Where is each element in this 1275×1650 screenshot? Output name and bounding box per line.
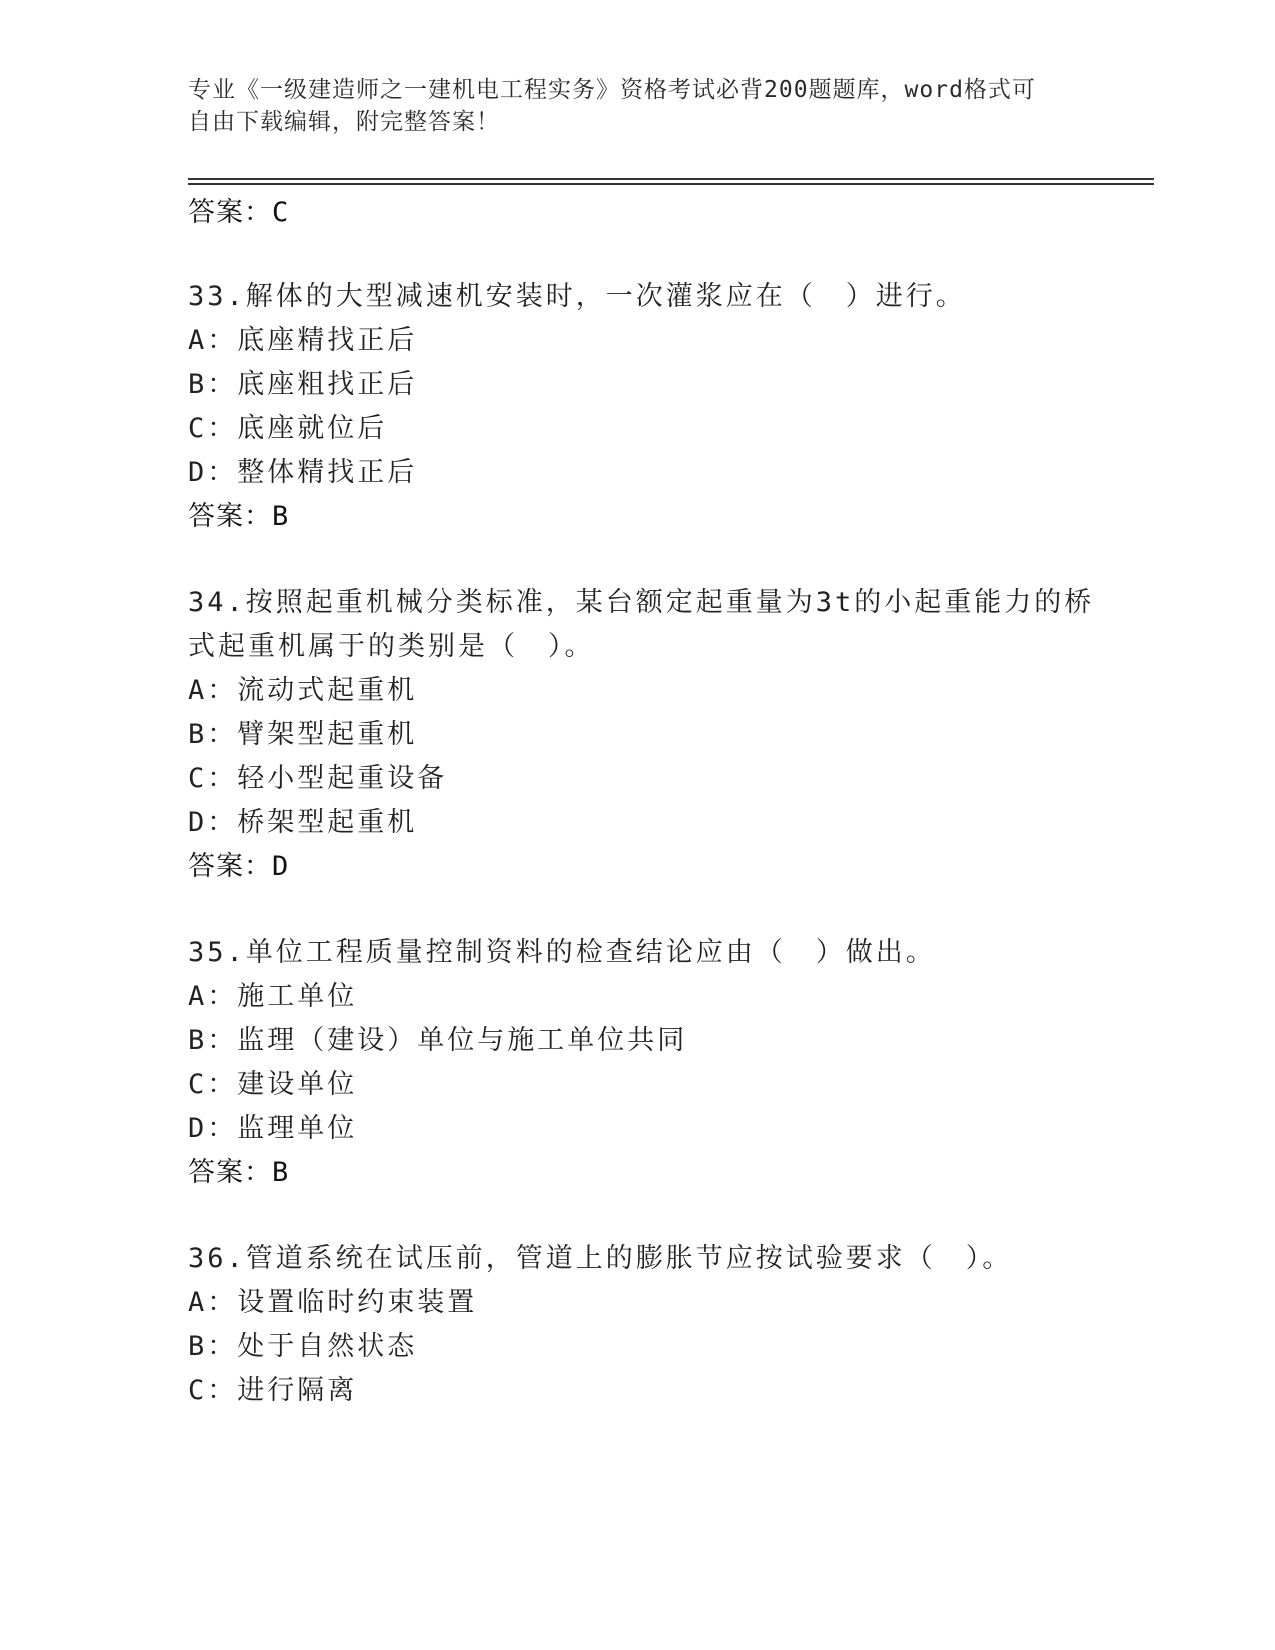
answer-prev bbox=[188, 190, 289, 229]
question-36-option-a: A：设置临时约束装置 bbox=[188, 1287, 478, 1318]
question-35-option-b: B：监理（建设）单位与施工单位共同 bbox=[188, 1025, 688, 1056]
answer-value: B bbox=[272, 1157, 290, 1188]
question-35-option-d: D：监理单位 bbox=[188, 1113, 358, 1144]
header-divider-top bbox=[188, 178, 1154, 180]
question-36-option-c: C：进行隔离 bbox=[188, 1375, 358, 1406]
header-divider-bottom bbox=[188, 183, 1154, 185]
question-33-option-c: C：底座就位后 bbox=[188, 413, 388, 444]
question-33-stem: 33.解体的大型减速机安装时，一次灌浆应在（ ）进行。 bbox=[188, 281, 966, 312]
answer-value: D bbox=[272, 851, 290, 882]
document-header bbox=[188, 74, 1068, 138]
question-34-stem-line-1: 34.按照起重机械分类标准，某台额定起重量为3t的小起重能力的桥 bbox=[188, 587, 1095, 618]
answer-value: B bbox=[272, 501, 290, 532]
answer-label: 答案： bbox=[188, 851, 272, 882]
question-34-option-c: C：轻小型起重设备 bbox=[188, 763, 448, 794]
question-33-option-a: A：底座精找正后 bbox=[188, 325, 418, 356]
question-35-answer bbox=[188, 1150, 289, 1189]
question-34-stem-line-2: 式起重机属于的类别是（ ）。 bbox=[188, 631, 595, 662]
question-35-option-a: A：施工单位 bbox=[188, 981, 358, 1012]
question-35-option-c: C：建设单位 bbox=[188, 1069, 358, 1100]
question-36-stem: 36.管道系统在试压前，管道上的膨胀节应按试验要求（ ）。 bbox=[188, 1243, 1013, 1274]
header-line-2: 自由下载编辑，附完整答案！ bbox=[188, 109, 500, 135]
question-34-option-a: A：流动式起重机 bbox=[188, 675, 418, 706]
answer-value: C bbox=[272, 197, 290, 228]
header-line-1: 专业《一级建造师之一建机电工程实务》资格考试必背200题题库，word格式可 bbox=[188, 77, 1036, 103]
question-34-answer bbox=[188, 844, 289, 883]
answer-label: 答案： bbox=[188, 501, 272, 532]
question-35-stem: 35.单位工程质量控制资料的检查结论应由（ ）做出。 bbox=[188, 937, 936, 968]
question-33-option-d: D：整体精找正后 bbox=[188, 457, 418, 488]
answer-label: 答案： bbox=[188, 1157, 272, 1188]
question-34-option-b: B：臂架型起重机 bbox=[188, 719, 418, 750]
question-36-option-b: B：处于自然状态 bbox=[188, 1331, 418, 1362]
answer-label: 答案： bbox=[188, 197, 272, 228]
question-33-option-b: B：底座粗找正后 bbox=[188, 369, 418, 400]
question-33-answer bbox=[188, 494, 289, 533]
question-34-option-d: D：桥架型起重机 bbox=[188, 807, 418, 838]
